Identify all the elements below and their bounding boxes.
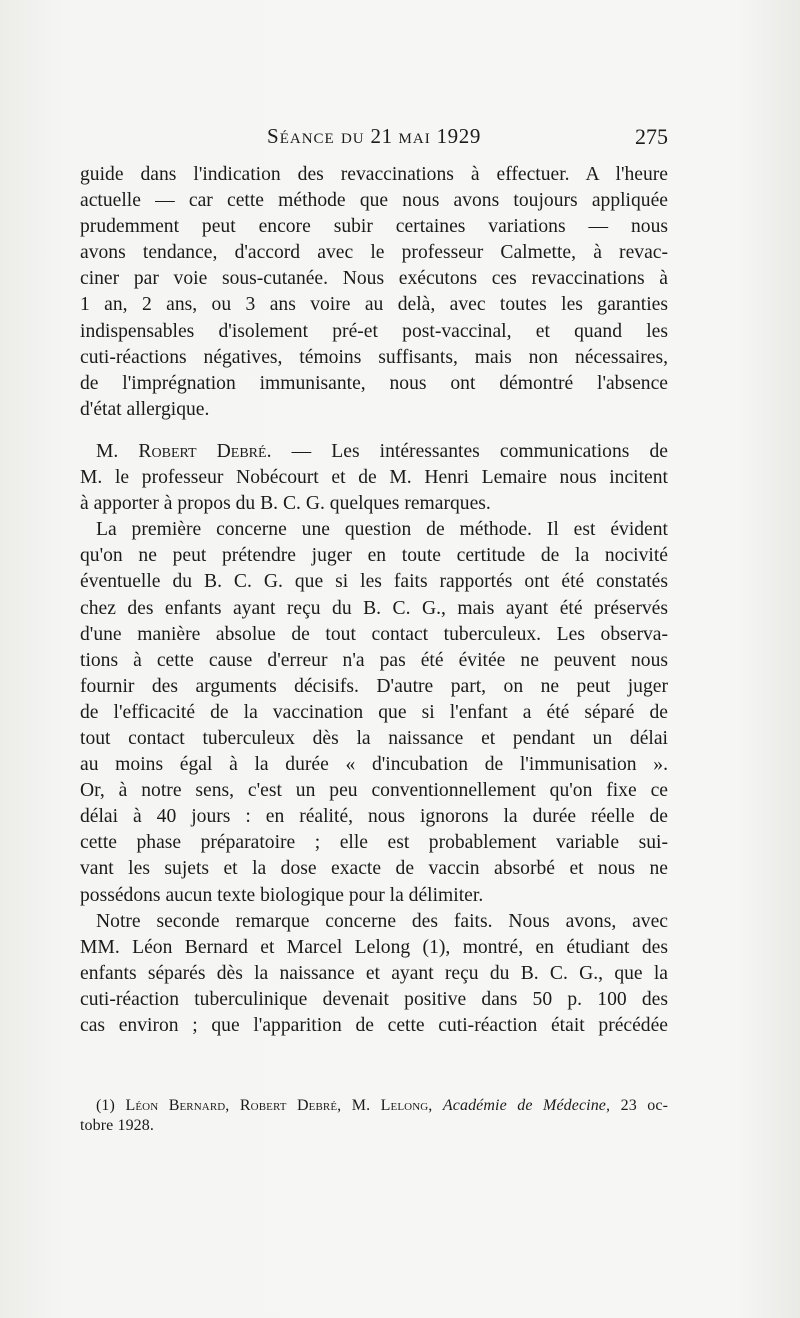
body-text [80, 162, 668, 1039]
text-line: Notre seconde remarque concerne des faits. Nous avons, avec [96, 910, 668, 932]
running-title [80, 124, 668, 149]
running-title-year: 1929 [436, 124, 481, 148]
paragraph-1 [80, 162, 668, 423]
footnote-authors: Léon Bernard, Robert Debré, M. Lelong, [125, 1097, 433, 1114]
footnote-marker: (1) [96, 1097, 115, 1114]
text-line: de l'imprégnation immunisante, nous ont démontré l'absence [80, 372, 668, 394]
text-line: cas environ ; que l'apparition de cette cuti-réaction était précédée [80, 1015, 668, 1036]
text-line: éventuelle du B. C. G. que si les faits rapportés ont été constatés [80, 571, 668, 593]
page-header [80, 124, 668, 154]
text-line: enfants séparés dès la naissance et ayant reçu du B. C. G., que la [80, 962, 668, 984]
paragraph-gap [80, 423, 668, 439]
text-line: guide dans l'indication des revaccinations à effectuer. A l'heure [80, 164, 668, 185]
text-line: au moins égal à la durée « d'incubation de l'immunisation ». [80, 754, 668, 776]
text-line: cuti-réaction tuberculinique devenait positive dans 50 p. 100 des [80, 988, 668, 1010]
footnote [80, 1096, 668, 1136]
footnote-date-part1: 23 oc- [620, 1097, 668, 1114]
footnote-line: tobre 1928. [80, 1117, 154, 1134]
running-title-prefix: Séance du [267, 124, 365, 148]
text-line: cette phase préparatoire ; elle est probablement variable sui- [80, 832, 668, 854]
footnote-journal: Académie de Médecine, [442, 1097, 611, 1114]
footnote-line [80, 1096, 668, 1116]
text-line-tail: — Les intéressantes communications de [271, 440, 668, 462]
text-line: qu'on ne peut prétendre juger en toute certitude de la nocivité [80, 545, 668, 567]
text-line: cuti-réactions négatives, témoins suffisants, mais non nécessaires, [80, 346, 668, 368]
text-line: de l'efficacité de la vaccination que si l'enfant a été séparé de [80, 701, 668, 723]
speaker-name: M. Robert Debré. [96, 440, 272, 462]
text-line: vant les sujets et la dose exacte de vaccin absorbé et nous ne [80, 858, 668, 880]
text-line: à apporter à propos du B. C. G. quelques remarques. [80, 493, 491, 515]
running-title-day: 21 [370, 124, 393, 148]
text-line: avons tendance, d'accord avec le professeur Calmette, à revac- [80, 242, 668, 264]
running-title-month: mai [398, 124, 431, 148]
text-line: La première concerne une question de méthode. Il est évident [96, 519, 668, 541]
text-line [80, 439, 668, 465]
text-line: délai à 40 jours : en réalité, nous ignorons la durée réelle de [80, 806, 668, 828]
text-line: Or, à notre sens, c'est un peu conventionnellement qu'on fixe ce [80, 780, 668, 802]
page-number: 275 [635, 124, 668, 149]
text-line: actuelle — car cette méthode que nous avons toujours appliquée [80, 190, 668, 212]
text-line: tout contact tuberculeux dès la naissance et pendant un délai [80, 727, 668, 749]
text-line: ciner par voie sous-cutanée. Nous exécutons ces revaccinations à [80, 268, 668, 290]
text-line: d'état allergique. [80, 398, 210, 420]
text-line: M. le professeur Nobécourt et de M. Henri Lemaire nous incitent [80, 467, 668, 489]
text-line: indispensables d'isolement pré-et post-vaccinal, et quand les [80, 320, 668, 342]
text-line: possédons aucun texte biologique pour la délimiter. [80, 884, 484, 906]
text-line: MM. Léon Bernard et Marcel Lelong (1), montré, en étudiant des [80, 936, 668, 958]
paragraph-4 [80, 909, 668, 1039]
text-line: 1 an, 2 ans, ou 3 ans voire au delà, avec toutes les garanties [80, 294, 668, 316]
paragraph-2 [80, 439, 668, 517]
paragraph-3 [80, 517, 668, 908]
text-line: fournir des arguments décisifs. D'autre part, on ne peut juger [80, 675, 668, 697]
text-line: d'une manière absolue de tout contact tuberculeux. Les observa- [80, 623, 668, 645]
text-line: tions à cette cause d'erreur n'a pas été évitée ne peuvent nous [80, 649, 668, 671]
text-line: chez des enfants ayant reçu du B. C. G., mais ayant été préservés [80, 597, 668, 619]
text-line: prudemment peut encore subir certaines variations — nous [80, 216, 668, 238]
